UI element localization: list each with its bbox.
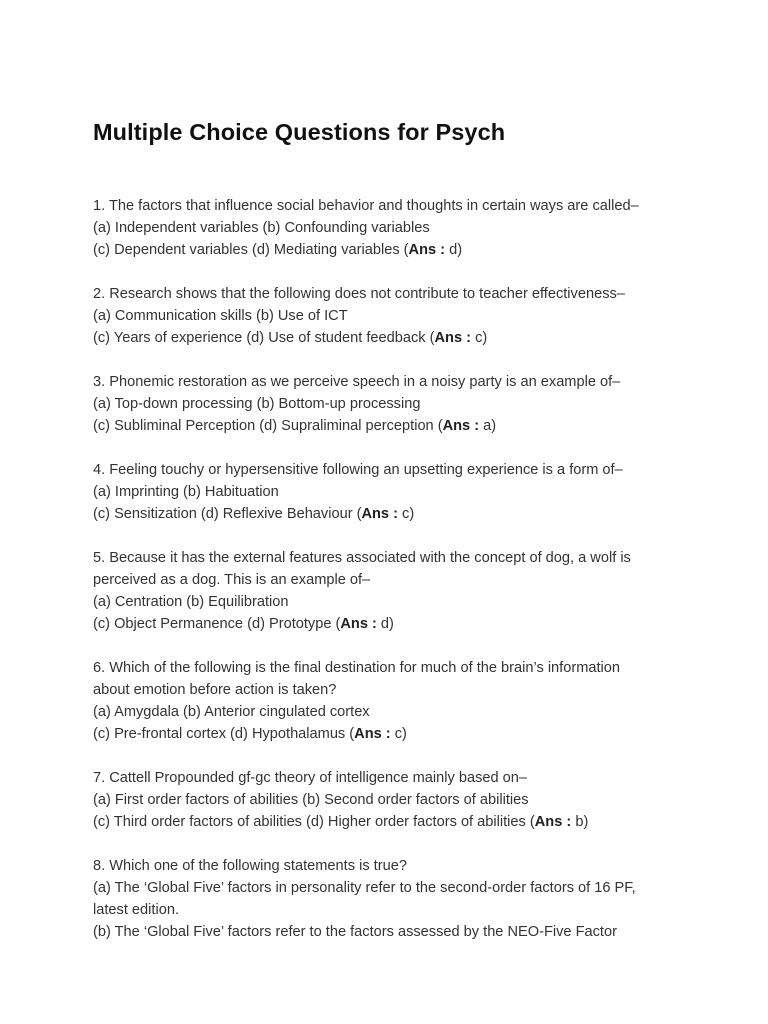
- options-text: (c) Sensitization (d) Reflexive Behaviour (: [93, 506, 362, 522]
- options-text: (c) Object Permanence (d) Prototype (: [93, 616, 341, 632]
- question-7: [93, 767, 693, 833]
- question-text: 4. Feeling touchy or hypersensitive following an upsetting experience is a form of–: [93, 462, 623, 478]
- answer-value: c: [402, 506, 410, 522]
- options-line: (a) Imprinting (b) Habituation: [93, 484, 279, 500]
- options-answer-line: [93, 503, 693, 525]
- answer-label: Ans :: [340, 616, 377, 632]
- answer-label: Ans :: [442, 418, 480, 434]
- options-text: (c) Pre-frontal cortex (d) Hypothalamus (: [93, 726, 355, 742]
- question-text-continued: about emotion before action is taken?: [93, 682, 337, 698]
- question-4: [93, 459, 693, 525]
- options-line: (a) The ‘Global Five’ factors in personality refer to the second-order factors of 16 PF,: [93, 880, 636, 896]
- answer-label: Ans :: [534, 814, 572, 830]
- options-line: (b) The ‘Global Five’ factors refer to the factors assessed by the NEO-Five Factor: [93, 924, 617, 940]
- options-text: (c) Third order factors of abilities (d) Higher order factors of abilities (: [93, 814, 535, 830]
- question-2: [93, 283, 693, 349]
- answer-label: Ans :: [354, 726, 391, 742]
- question-1: [93, 195, 693, 261]
- options-text: (c) Years of experience (d) Use of student feedback (: [93, 330, 435, 346]
- options-answer-line: [93, 239, 693, 261]
- options-line: (a) Communication skills (b) Use of ICT: [93, 308, 348, 324]
- options-line: (a) First order factors of abilities (b) Second order factors of abilities: [93, 792, 529, 808]
- options-line-continued: latest edition.: [93, 902, 179, 918]
- question-text: 1. The factors that influence social behavior and thoughts in certain ways are called–: [93, 198, 639, 214]
- options-text: (c) Subliminal Perception (d) Supraliminal perception (: [93, 418, 443, 434]
- options-text: (c) Dependent variables (d) Mediating variables (: [93, 242, 409, 258]
- question-8: [93, 855, 693, 943]
- question-6: [93, 657, 693, 745]
- question-text: 6. Which of the following is the final destination for much of the brain’s information: [93, 660, 621, 676]
- options-answer-line: [93, 327, 693, 349]
- answer-close: ): [457, 242, 463, 258]
- question-text: 5. Because it has the external features associated with the concept of dog, a wolf is: [93, 550, 631, 566]
- answer-value: c: [394, 726, 402, 742]
- answer-value: c: [475, 330, 483, 346]
- question-text: 3. Phonemic restoration as we perceive speech in a noisy party is an example of–: [93, 374, 621, 390]
- options-line: (a) Independent variables (b) Confounding variables: [93, 220, 430, 236]
- options-line: (a) Amygdala (b) Anterior cingulated cortex: [93, 704, 370, 720]
- answer-value: a: [483, 418, 492, 434]
- answer-value: d: [380, 616, 390, 632]
- answer-label: Ans :: [434, 330, 471, 346]
- question-text: 7. Cattell Propounded gf-gc theory of intelligence mainly based on–: [93, 770, 528, 786]
- answer-close: ): [409, 506, 415, 522]
- question-list: [93, 195, 693, 943]
- answer-label: Ans :: [408, 242, 446, 258]
- answer-value: d: [449, 242, 458, 258]
- question-text: 8. Which one of the following statements is true?: [93, 858, 407, 874]
- options-answer-line: [93, 723, 693, 745]
- question-text-continued: perceived as a dog. This is an example of–: [93, 572, 371, 588]
- options-answer-line: [93, 415, 693, 437]
- options-answer-line: [93, 613, 693, 635]
- answer-close: ): [482, 330, 488, 346]
- answer-close: ): [583, 814, 589, 830]
- answer-value: b: [575, 814, 584, 830]
- question-text: 2. Research shows that the following does not contribute to teacher effectiveness–: [93, 286, 625, 302]
- page-title: Multiple Choice Questions for Psych: [93, 119, 506, 145]
- answer-close: ): [491, 418, 497, 434]
- answer-label: Ans :: [361, 506, 398, 522]
- options-answer-line: [93, 811, 693, 833]
- options-line: (a) Centration (b) Equilibration: [93, 594, 289, 610]
- options-line: (a) Top-down processing (b) Bottom-up processing: [93, 396, 421, 412]
- document-page: [93, 117, 693, 965]
- question-5: [93, 547, 693, 635]
- question-3: [93, 371, 693, 437]
- answer-close: ): [402, 726, 407, 742]
- answer-close: ): [389, 616, 394, 632]
